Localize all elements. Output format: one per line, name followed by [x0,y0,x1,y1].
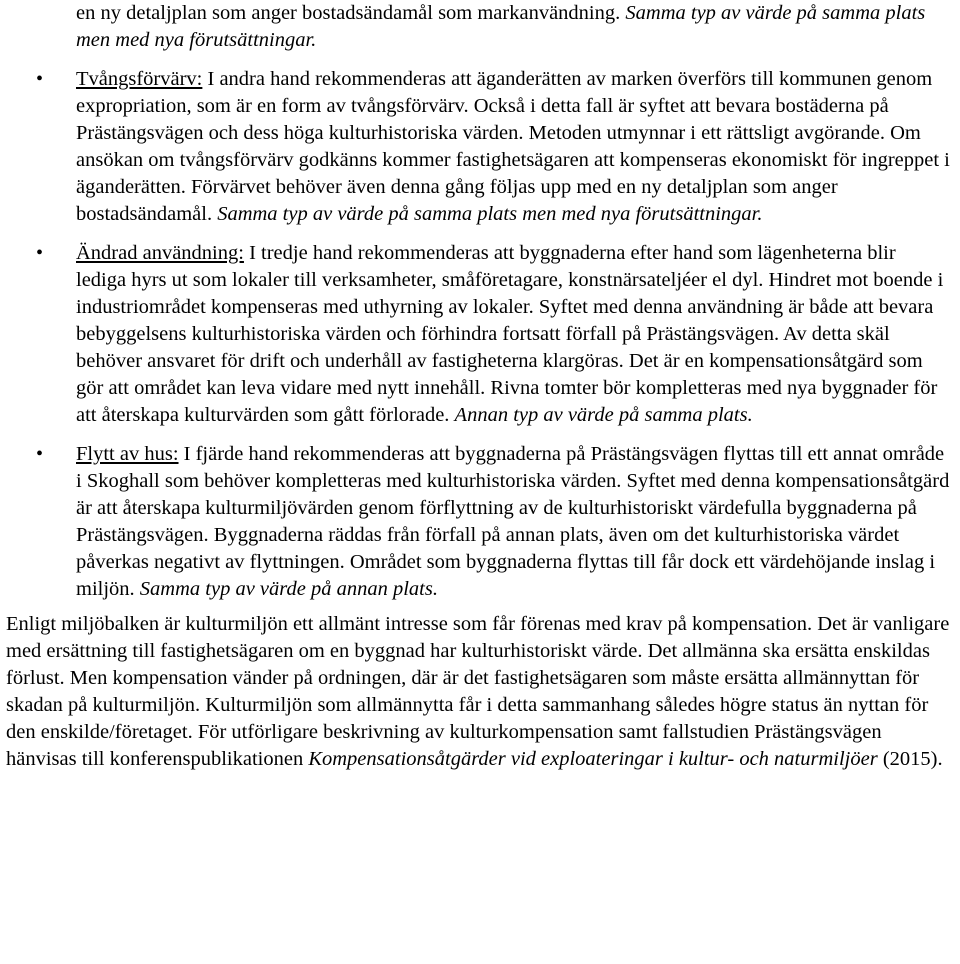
bullet-italic: Annan typ av värde på samma plats. [454,404,753,426]
bullet-text: I tredje hand rekommenderas att byggnaderna efter hand som lägenheterna blir lediga hyrs ut som lokaler till verksamheter, småföretagare, konstnärsateljéer el dyl. Hindret mot boende i industriområdet kompenseras med uthyrning av lokaler. Syftet med denna användning är både att bevara bebyggelsens kulturhistoriska värden och förhindra fortsatt förfall på Prästängsvägen. Av detta skäl behöver ansvaret för drift och underhåll av fastigheterna klargöras. Det är en kompensationsåtgärd som gör att området kan leva vidare med nytt innehåll. Rivna tomter bör kompletteras med nya byggnader för att återskapa kulturvärden som gått förlorade. [76,242,944,426]
closing-paragraph [6,611,950,773]
bullet-icon: • [36,68,44,90]
closing-text [6,611,950,773]
intro-italic: Samma typ av värde på samma plats men med nya förutsättningar. [76,2,926,51]
intro-fragment [6,0,950,54]
bullet-title: Flytt av hus: [76,443,179,465]
publication-title: Kompensationsåtgärder vid exploateringar i kultur- och naturmiljöer [308,748,878,770]
bullet-paragraph [76,441,950,603]
bullet-italic: Samma typ av värde på annan plats. [139,578,438,600]
bullet-tvangsforvarv [6,66,950,228]
bullet-italic: Samma typ av värde på samma plats men med nya förutsättningar. [217,203,763,225]
intro-text: en ny detaljplan som anger bostadsändamål som markanvändning. [76,2,626,24]
bullet-icon: • [36,443,44,465]
bullet-title: Ändrad användning: [76,242,244,264]
intro-paragraph [76,0,950,54]
bullet-paragraph [76,240,950,429]
bullet-text: I andra hand rekommenderas att äganderätten av marken överförs till kommunen genom expropriation, som är en form av tvångsförvärv. Också i detta fall är syftet att bevara bostäderna på Prästängsvägen och dess höga kulturhistoriska värden. Metoden utmynnar i ett rättsligt avgörande. Om ansökan om tvångsförvärv godkänns kommer fastighetsägaren att kompenseras ekonomiskt för ingreppet i äganderätten. Förvärvet behöver även denna gång följas upp med en ny detaljplan som anger bostadsändamål. [76,68,950,225]
bullet-icon: • [36,242,44,264]
bullet-paragraph [76,66,950,228]
bullet-andrad-anvandning [6,240,950,429]
bullet-flytt-av-hus [6,441,950,603]
bullet-text: I fjärde hand rekommenderas att byggnaderna på Prästängsvägen flyttas till ett annat område i Skoghall som behöver kompletteras med kulturhistoriska värden. Syftet med denna kompensationsåtgärd är att återskapa kulturmiljövärden genom förflyttning av de kulturhistoriskt värdefulla byggnaderna på Prästängsvägen. Byggnaderna räddas från förfall på annan plats, även om det kulturhistoriska värdet påverkas negativt av flyttningen. Området som byggnaderna flyttas till får dock ett värdehöjande inslag i miljön. [76,443,950,600]
closing-text-before: Enligt miljöbalken är kulturmiljön ett allmänt intresse som får förenas med krav på kompensation. Det är vanligare med ersättning till fastighetsägaren om en byggnad har kulturhistoriskt värde. Det allmänna ska ersätta enskildas förlust. Men kompensation vänder på ordningen, där är det fastighetsägaren som måste ersätta allmännyttan för skadan på kulturmiljön. Kulturmiljön som allmännytta får i detta sammanhang således högre status än nyttan för den enskilde/företaget. För utförligare beskrivning av kulturkompensation samt fallstudien Prästängsvägen hänvisas till konferenspublikationen [6,613,950,770]
closing-text-after: (2015). [877,748,943,770]
bullet-title: Tvångsförvärv: [76,68,203,90]
